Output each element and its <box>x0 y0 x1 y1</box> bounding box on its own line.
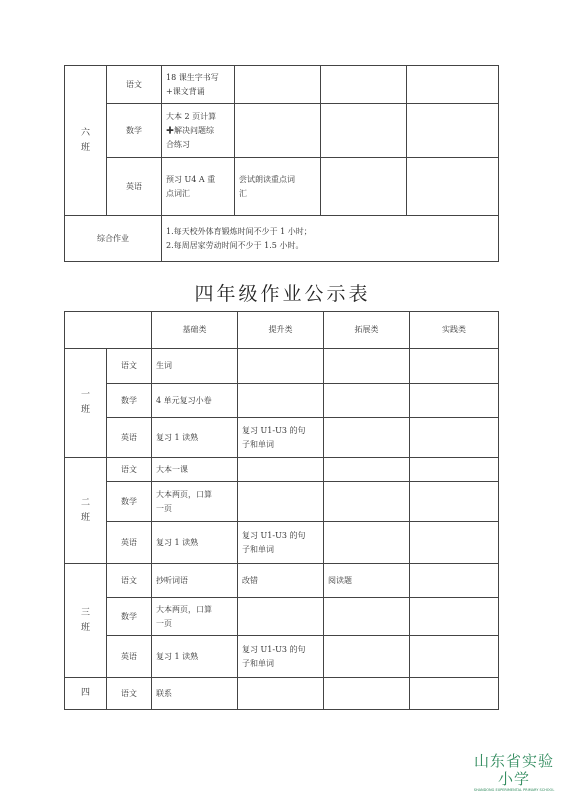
expand-cell <box>321 158 407 216</box>
logo-name-cn: 山东省实验小学 <box>473 752 554 788</box>
practice-cell <box>407 66 499 104</box>
basic-cell: 抄听词语 <box>152 564 238 598</box>
extend-cell: 复习 U1-U3 的句 子和单词 <box>238 522 324 564</box>
extend-cell <box>238 598 324 636</box>
summary-content <box>162 216 499 262</box>
header-corner <box>65 312 152 349</box>
summary-label: 综合作业 <box>65 216 162 262</box>
basic-cell: 大本两页，口算 一页 <box>152 482 238 522</box>
expand-cell <box>321 66 407 104</box>
practice-cell <box>407 158 499 216</box>
subject-cell: 语文 <box>107 564 152 598</box>
header-basic: 基础类 <box>152 312 238 349</box>
summary-line: 2.每周居家劳动时间不少于 1.5 小时。 <box>166 240 304 250</box>
table-row <box>65 598 499 636</box>
extend-cell <box>235 104 321 158</box>
table-row <box>65 349 499 384</box>
class-label: 二 班 <box>65 458 107 564</box>
expand-cell <box>321 104 407 158</box>
subject-cell: 语文 <box>107 349 152 384</box>
basic-cell: 联系 <box>152 678 238 710</box>
subject-cell: 数学 <box>107 104 162 158</box>
basic-cell: 18 课生字书写 +课文背诵 <box>162 66 235 104</box>
table-row <box>65 482 499 522</box>
class-label: 六 班 <box>65 66 107 216</box>
summary-row <box>65 216 499 262</box>
homework-table-top <box>64 65 499 262</box>
table-row <box>65 458 499 482</box>
table-row <box>65 104 499 158</box>
subject-cell: 数学 <box>107 598 152 636</box>
practice-cell <box>407 104 499 158</box>
basic-cell: 4 单元复习小卷 <box>152 384 238 418</box>
class-label: 三 班 <box>65 564 107 678</box>
expand-cell: 阅读题 <box>324 564 410 598</box>
summary-line: 1.每天校外体育锻炼时间不少于 1 小时； <box>166 226 312 236</box>
extend-cell <box>238 678 324 710</box>
practice-cell <box>410 598 499 636</box>
practice-cell <box>410 349 499 384</box>
table-row <box>65 564 499 598</box>
header-extend: 提升类 <box>238 312 324 349</box>
expand-cell <box>324 598 410 636</box>
practice-cell <box>410 418 499 458</box>
practice-cell <box>410 678 499 710</box>
extend-cell: 复习 U1-U3 的句 子和单词 <box>238 636 324 678</box>
header-expand: 拓展类 <box>324 312 410 349</box>
subject-cell: 语文 <box>107 678 152 710</box>
practice-cell <box>410 458 499 482</box>
table-row <box>65 158 499 216</box>
header-row <box>65 312 499 349</box>
subject-cell: 语文 <box>107 458 152 482</box>
expand-cell <box>324 418 410 458</box>
page-title: 四年级作业公示表 <box>194 283 371 305</box>
extend-cell: 复习 U1-U3 的句 子和单词 <box>238 418 324 458</box>
practice-cell <box>410 636 499 678</box>
subject-cell: 英语 <box>107 636 152 678</box>
expand-cell <box>324 458 410 482</box>
table-row <box>65 384 499 418</box>
basic-cell: 大本一课 <box>152 458 238 482</box>
table-row <box>65 522 499 564</box>
table-row <box>65 66 499 104</box>
extend-cell: 尝试朗读重点词 汇 <box>235 158 321 216</box>
table-row <box>65 418 499 458</box>
basic-cell: 复习 1 读熟 <box>152 522 238 564</box>
practice-cell <box>410 482 499 522</box>
subject-cell: 英语 <box>107 522 152 564</box>
extend-cell <box>238 458 324 482</box>
basic-cell: 复习 1 读熟 <box>152 418 238 458</box>
subject-cell: 英语 <box>107 158 162 216</box>
practice-cell <box>410 522 499 564</box>
logo-name-en: SHANDONG EXPERIMENTAL PRIMARY SCHOOL <box>473 788 555 792</box>
table-row <box>65 678 499 710</box>
expand-cell <box>324 349 410 384</box>
expand-cell <box>324 678 410 710</box>
subject-cell: 语文 <box>107 66 162 104</box>
expand-cell <box>324 482 410 522</box>
subject-cell: 英语 <box>107 418 152 458</box>
extend-cell <box>238 349 324 384</box>
basic-cell: 生词 <box>152 349 238 384</box>
table-row <box>65 636 499 678</box>
subject-cell: 数学 <box>107 384 152 418</box>
header-practice: 实践类 <box>410 312 499 349</box>
extend-cell <box>238 384 324 418</box>
expand-cell <box>324 384 410 418</box>
class-label: 四 <box>65 678 107 710</box>
extend-cell <box>238 482 324 522</box>
basic-cell: 大本 2 页计算 ✚解决问题综 合练习 <box>162 104 235 158</box>
basic-cell: 大本两页，口算 一页 <box>152 598 238 636</box>
subject-cell: 数学 <box>107 482 152 522</box>
practice-cell <box>410 564 499 598</box>
homework-table-grade4 <box>64 311 499 710</box>
expand-cell <box>324 522 410 564</box>
basic-cell: 预习 U4 A 重 点词汇 <box>162 158 235 216</box>
expand-cell <box>324 636 410 678</box>
extend-cell: 改错 <box>238 564 324 598</box>
school-logo <box>468 752 560 793</box>
practice-cell <box>410 384 499 418</box>
extend-cell <box>235 66 321 104</box>
basic-cell: 复习 1 读熟 <box>152 636 238 678</box>
class-label: 一 班 <box>65 349 107 458</box>
